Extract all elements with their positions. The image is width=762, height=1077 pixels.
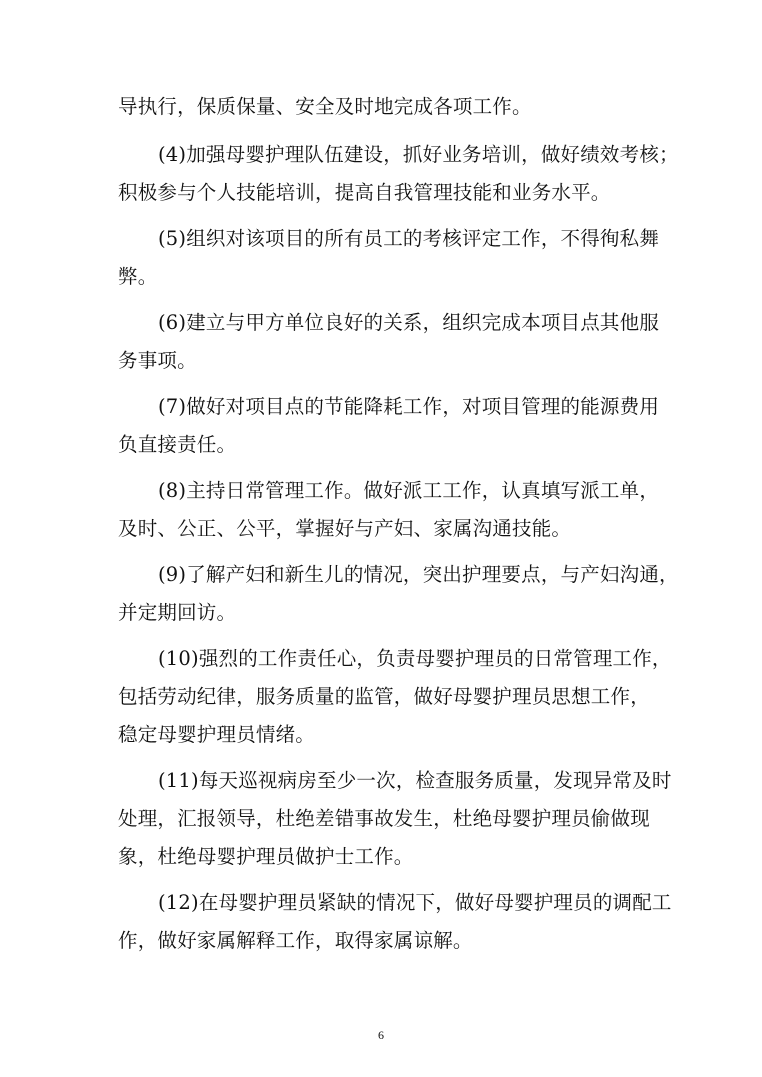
paragraph-10-line-1: (10)强烈的工作责任心，负责母婴护理员的日常管理工作， (158, 647, 672, 670)
paragraph-10-line-2: 包括劳动纪律，服务质量的监管，做好母婴护理员思想工作， (118, 685, 650, 708)
paragraph-8-line-1: (8)主持日常管理工作。做好派工工作，认真填写派工单， (158, 479, 660, 502)
paragraph-11-line-1: (11)每天巡视病房至少一次，检查服务质量，发现异常及时 (158, 769, 672, 792)
paragraph-11-line-2: 处理，汇报领导，杜绝差错事故发生，杜绝母婴护理员偷做现 (118, 807, 650, 830)
paragraph-4-line-2: 积极参与个人技能培训，提高自我管理技能和业务水平。 (118, 181, 611, 204)
paragraph-12-line-1: (12)在母婴护理员紧缺的情况下，做好母婴护理员的调配工 (158, 891, 672, 914)
paragraph-6-line-2: 务事项。 (118, 349, 197, 372)
paragraph-6-line-1: (6)建立与甲方单位良好的关系，组织完成本项目点其他服 (158, 311, 660, 334)
text-line: 导执行，保质保量、安全及时地完成各项工作。 (118, 95, 532, 118)
paragraph-5-line-2: 弊。 (118, 265, 158, 288)
paragraph-11-line-3: 象，杜绝母婴护理员做护士工作。 (118, 845, 414, 868)
paragraph-10-line-3: 稳定母婴护理员情绪。 (118, 723, 316, 746)
paragraph-12-line-2: 作，做好家属解释工作，取得家属谅解。 (118, 929, 473, 952)
page-number: 6 (378, 1028, 384, 1042)
paragraph-5-line-1: (5)组织对该项目的所有员工的考核评定工作，不得徇私舞 (158, 227, 660, 250)
paragraph-9-line-2: 并定期回访。 (118, 601, 237, 624)
paragraph-9-line-1: (9)了解产妇和新生儿的情况，突出护理要点，与产妇沟通， (158, 563, 679, 586)
paragraph-7-line-1: (7)做好对项目点的节能降耗工作，对项目管理的能源费用 (158, 395, 660, 418)
paragraph-4-line-1: (4)加强母婴护理队伍建设，抓好业务培训，做好绩效考核； (158, 143, 679, 166)
paragraph-8-line-2: 及时、公正、公平，掌握好与产妇、家属沟通技能。 (118, 517, 572, 540)
paragraph-7-line-2: 负直接责任。 (118, 433, 237, 456)
